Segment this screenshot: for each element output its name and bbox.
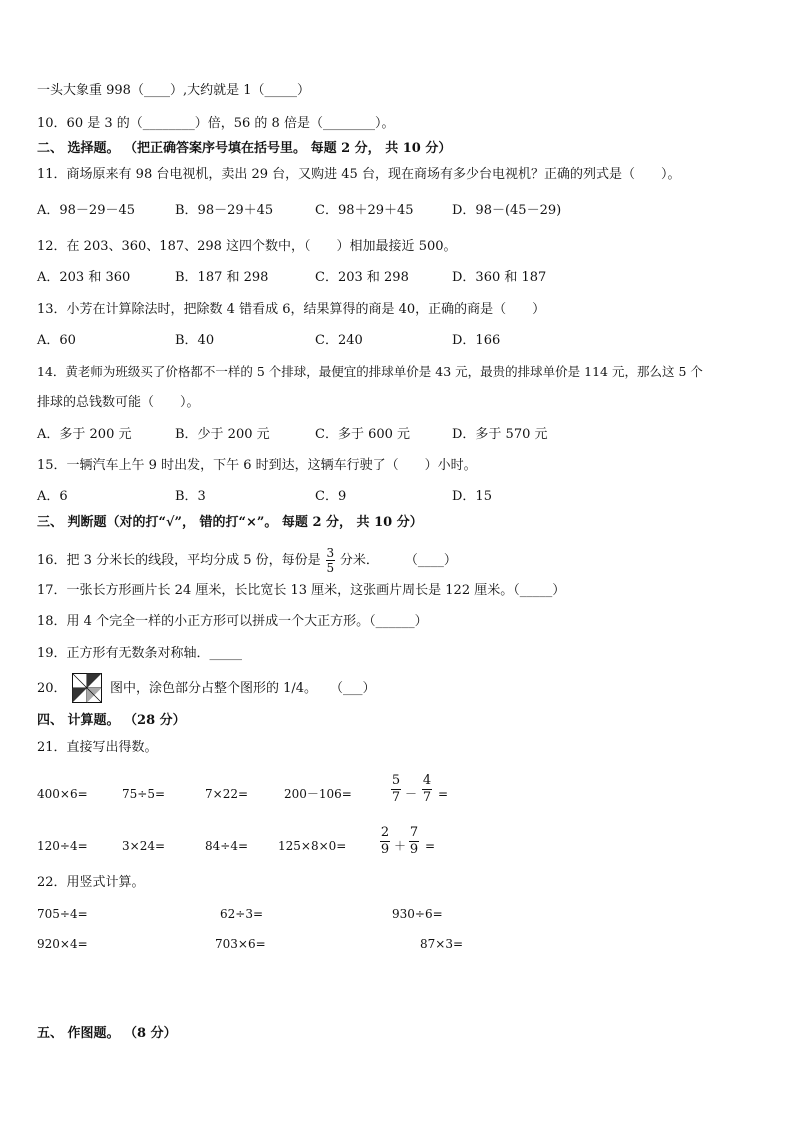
q14-option-d: D．多于 570 元 (452, 427, 548, 442)
question-14-line-2: 排球的总钱数可能（ ）。 (37, 395, 200, 410)
q21-r1-c1: 400×6= (37, 787, 88, 801)
q21-r2-frac-a (380, 826, 390, 857)
question-21-title: 21．直接写出得数。 (37, 740, 158, 755)
question-22-title: 22．用竖式计算。 (37, 875, 145, 890)
q21-r2-frac-op: ＋ (394, 839, 407, 853)
question-19: 19．正方形有无数条对称轴．_____ (37, 646, 243, 661)
q15-option-d: D．15 (452, 489, 492, 504)
q21-r2-frac-b (409, 826, 419, 857)
q13-option-d: D．166 (452, 333, 501, 348)
question-16 (37, 547, 457, 574)
question-13: 13．小芳在计算除法时，把除数 4 错看成 6，结果算得的商是 40，正确的商是（ ） (37, 302, 546, 317)
q14-option-a: A．多于 200 元 (37, 427, 132, 442)
q22-r2-c1: 920×4= (37, 937, 88, 951)
question-20-text: 图中，涂色部分占整个图形的 1/4。 （___） (110, 681, 376, 696)
frac-a-den: 7 (391, 790, 401, 805)
frac-d-den: 9 (409, 842, 419, 857)
question-15: 15．一辆汽车上午 9 时出发，下午 6 时到达，这辆车行驶了（ ）小时。 (37, 458, 477, 473)
question-14-line-1: 14．黄老师为班级买了价格都不一样的 5 个排球，最便宜的排球单价是 43 元，最贵的排球单价是 114 元，那么这 5 个 (37, 364, 703, 379)
frac-a-num: 5 (391, 773, 401, 788)
q14-option-b: B．少于 200 元 (175, 427, 270, 442)
question-12: 12．在 203、360、187、298 这四个数中，（ ）相加最接近 500。 (37, 239, 457, 254)
q22-r1-c1: 705÷4= (37, 907, 88, 921)
q16-suffix: 分米． （____） (339, 553, 457, 568)
q22-r2-c3: 87×3= (420, 937, 464, 951)
q15-option-a: A．6 (37, 489, 68, 504)
frac-d-num: 7 (409, 825, 419, 840)
q12-option-c: C．203 和 298 (315, 270, 409, 285)
q11-option-c: C．98＋29＋45 (315, 203, 414, 218)
q13-option-c: C．240 (315, 333, 363, 348)
section-2-title: 二、 选择题。 （把正确答案序号填在括号里。 每题 2 分， 共 10 分） (37, 141, 452, 156)
q9-tail: 一头大象重 998（____）,大约就是 1（_____） (37, 83, 310, 98)
section-4-title: 四、 计算题。 （28 分） (37, 713, 186, 728)
q21-r1-frac-b (422, 774, 432, 805)
section-5-title: 五、 作图题。 （8 分） (37, 1026, 177, 1041)
q15-option-c: C．9 (315, 489, 347, 504)
q11-option-a: A．98－29－45 (37, 203, 136, 218)
q22-r1-c2: 62÷3= (220, 907, 264, 921)
q22-r1-c3: 930÷6= (392, 907, 443, 921)
q21-r1-frac-op: － (405, 787, 418, 801)
q12-option-b: B．187 和 298 (175, 270, 269, 285)
question-10: 10．60 是 3 的（________）倍，56 的 8 倍是（________）。 (37, 116, 395, 131)
q21-r1-frac-eq: = (438, 787, 449, 801)
question-11: 11．商场原来有 98 台电视机，卖出 29 台，又购进 45 台，现在商场有多少台电视机？正确的列式是（ ）。 (37, 167, 681, 182)
q11-option-d: D．98－(45－29) (452, 203, 562, 218)
q15-option-b: B．3 (175, 489, 206, 504)
q21-r2-c2: 3×24= (122, 839, 166, 853)
frac-c-num: 2 (380, 825, 390, 840)
q16-frac-denominator: 5 (326, 561, 335, 575)
question-20-number: 20． (37, 681, 67, 696)
question-17: 17．一张长方形画片长 24 厘米，长比宽长 13 厘米，这张画片周长是 122 厘米。（_____） (37, 583, 566, 598)
q21-r2-frac-eq: = (425, 839, 436, 853)
section-3-title: 三、 判断题（对的打“√”， 错的打“×”。 每题 2 分， 共 10 分） (37, 515, 423, 530)
q21-r2-c4: 125×8×0= (278, 839, 347, 853)
q22-r2-c2: 703×6= (215, 937, 266, 951)
q20-square-figure (72, 673, 102, 703)
question-18: 18．用 4 个完全一样的小正方形可以拼成一个大正方形。（______） (37, 614, 428, 629)
frac-b-num: 4 (422, 773, 432, 788)
q21-r2-c3: 84÷4= (205, 839, 249, 853)
q11-option-b: B．98－29＋45 (175, 203, 274, 218)
q12-option-a: A．203 和 360 (37, 270, 131, 285)
q12-option-d: D．360 和 187 (452, 270, 547, 285)
q21-r1-c2: 75÷5= (122, 787, 166, 801)
q21-r2-c1: 120÷4= (37, 839, 88, 853)
frac-c-den: 9 (380, 842, 390, 857)
q16-prefix: 16．把 3 分米长的线段，平均分成 5 份，每份是 (37, 553, 321, 568)
q13-option-a: A．60 (37, 333, 76, 348)
q21-r1-c4: 200－106= (284, 787, 352, 801)
frac-b-den: 7 (422, 790, 432, 805)
q13-option-b: B．40 (175, 333, 215, 348)
q16-frac-numerator: 3 (326, 546, 335, 560)
q21-r1-c3: 7×22= (205, 787, 249, 801)
q16-fraction (326, 547, 335, 574)
q21-r1-frac-a (391, 774, 401, 805)
q14-option-c: C．多于 600 元 (315, 427, 411, 442)
